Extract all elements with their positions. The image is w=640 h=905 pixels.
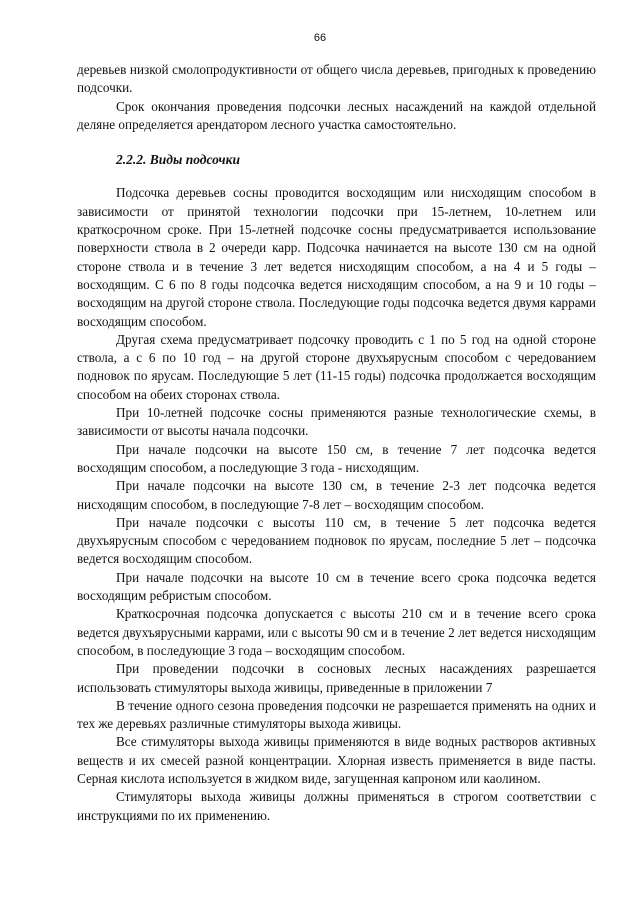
paragraph: Краткосрочная подсочка допускается с высоты 210 см и в течение всего срока ведется двухъярусными каррами, или с высоты 90 см и в течение 2 лет ведется нисходящим способом, в последующие 3 года – восходящим способом. xyxy=(77,606,596,658)
paragraph: В течение одного сезона проведения подсочки не разрешается применять на одних и тех же деревьях различные стимуляторы выхода живицы. xyxy=(77,697,596,732)
page-content xyxy=(77,61,596,825)
paragraph: При начале подсочки на высоте 150 см, в течение 7 лет подсочка ведется восходящим способом, а последующие 3 года - нисходящим. xyxy=(77,441,596,475)
paragraph: Другая схема предусматривает подсочку проводить с 1 по 5 год на одной стороне ствола, а с 6 по 10 год – на другой стороне двухъярусным способом с чередованием подновок по ярусам. Последующие 5 лет (11-15 годы) подсочка продолжается восходящим способом на обеих сторонах ствола. xyxy=(77,331,596,402)
paragraph: Срок окончания проведения подсочки лесных насаждений на каждой отдельной деляне определяется арендатором лесного участка самостоятельно. xyxy=(77,98,596,132)
paragraph: При 10-летней подсочке сосны применяются разные технологические схемы, в зависимости от высоты начала подсочки. xyxy=(77,405,596,439)
paragraph: Подсочка деревьев сосны проводится восходящим или нисходящим способом в зависимости от принятой технологии подсочки при 15-летнем, 10-летнем или краткосрочном сроке. При 15-летней подсочке сосны предусматривается использование поверхности ствола в 2 очереди карр. Подсочка начинается на высоте 130 см на одной стороне ствола и в течение 3 лет ведется нисходящим способом, а на 4 и 5 годы – восходящим. С 6 по 8 годы подсочка ведется нисходящим способом, а на 9 и 10 годы – восходящим на другой стороне ствола. Последующие годы подсочка ведется двумя каррами восходящим способом. xyxy=(77,185,596,329)
paragraph: Все стимуляторы выхода живицы применяются в виде водных растворов активных веществ и их смесей разной концентрации. Хлорная известь применяется в виде пасты. Серная кислота используется в жидком виде, загущенная капроном или каолином. xyxy=(77,734,596,786)
section-heading: 2.2.2. Виды подсочки xyxy=(116,152,240,168)
paragraph: При проведении подсочки в сосновых лесных насаждениях разрешается использовать стимуляторы выхода живицы, приведенные в приложении 7 xyxy=(77,661,596,695)
paragraph: При начале подсочки на высоте 130 см, в течение 2-3 лет подсочка ведется нисходящим способом, в последующие 7-8 лет – восходящим способом. xyxy=(77,478,596,512)
paragraph: При начале подсочки с высоты 110 см, в течение 5 лет подсочка ведется двухъярусным способом с чередованием подновок по ярусам, последние 5 лет – подсочка ведется восходящим способом. xyxy=(77,514,596,567)
paragraph-continued: деревьев низкой смолопродуктивности от общего числа деревьев, пригодных к проведению подсочки. xyxy=(77,62,596,96)
paragraph: При начале подсочки на высоте 10 см в течение всего срока подсочка ведется восходящим ребристым способом. xyxy=(77,569,596,604)
page-number: 66 xyxy=(313,32,327,44)
paragraph: Стимуляторы выхода живицы должны применяться в строгом соответствии с инструкциями по их применению. xyxy=(77,789,596,823)
